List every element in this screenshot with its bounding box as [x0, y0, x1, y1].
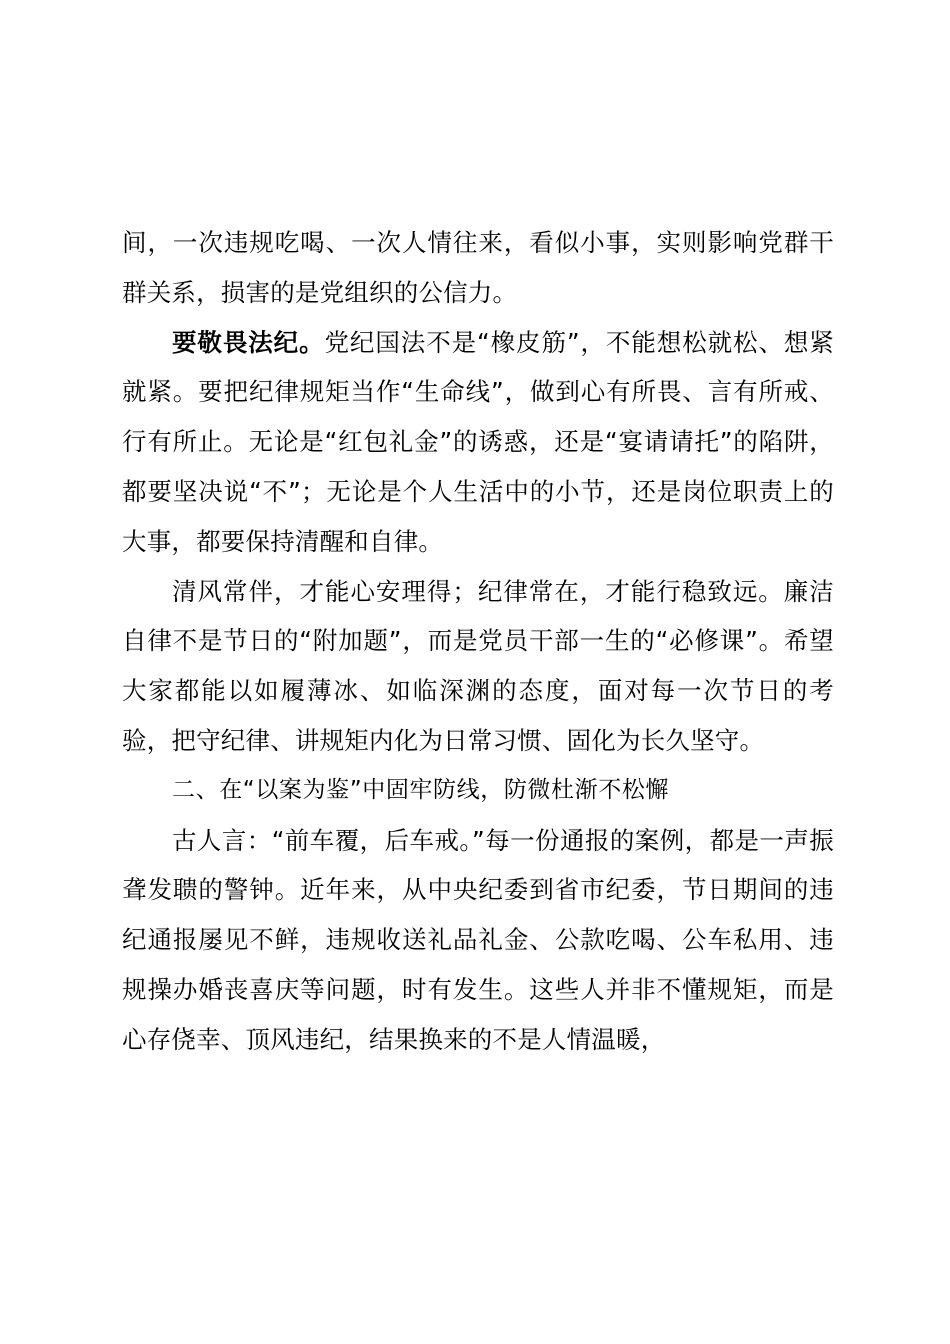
paragraph-respect-discipline — [122, 318, 834, 567]
paragraph-cases-warning — [122, 816, 834, 1065]
section-heading — [122, 766, 834, 816]
paragraph-text: 党纪国法不是“橡皮筋”，不能想松就松、想紧就紧。要把纪律规矩当作“生命线”，做到心有所畏、言有所戒、行有所止。无论是“红包礼金”的诱惑，还是“宴请请托”的陷阱，都要坚决说“不”；无论是个人生活中的小节，还是岗位职责上的大事，都要保持清醒和自律。 — [122, 327, 834, 556]
paragraph-text: 古人言：“前车覆，后车戒。”每一份通报的案例，都是一声振聋发聩的警钟。近年来，从中央纪委到省市纪委，节日期间的违纪通报屡见不鲜，违规收送礼品礼金、公款吃喝、公车私用、违规操办婚丧喜庆等问题，时有发生。这些人并非不懂规矩，而是心存侥幸、顶风违纪，结果换来的不是人情温暖， — [122, 825, 834, 1054]
section-heading-text: 二、在“以案为鉴”中固牢防线，防微杜渐不松懈 — [172, 776, 670, 803]
paragraph-lead-bold: 要敬畏法纪。 — [172, 327, 325, 357]
paragraph-text: 清风常伴，才能心安理得；纪律常在，才能行稳致远。廉洁自律不是节日的“附加题”，而是党员干部一生的“必修课”。希望大家都能以如履薄冰、如临深渊的态度，面对每一次节日的考验，把守纪律、讲规矩内化为日常习惯、固化为长久坚守。 — [122, 576, 834, 755]
paragraph-text: 间，一次违规吃喝、一次人情往来，看似小事，实则影响党群干群关系，损害的是党组织的公信力。 — [122, 228, 834, 307]
paragraph-clean-wind — [122, 567, 834, 766]
document-body — [122, 218, 834, 1065]
paragraph-continuation — [122, 218, 834, 318]
